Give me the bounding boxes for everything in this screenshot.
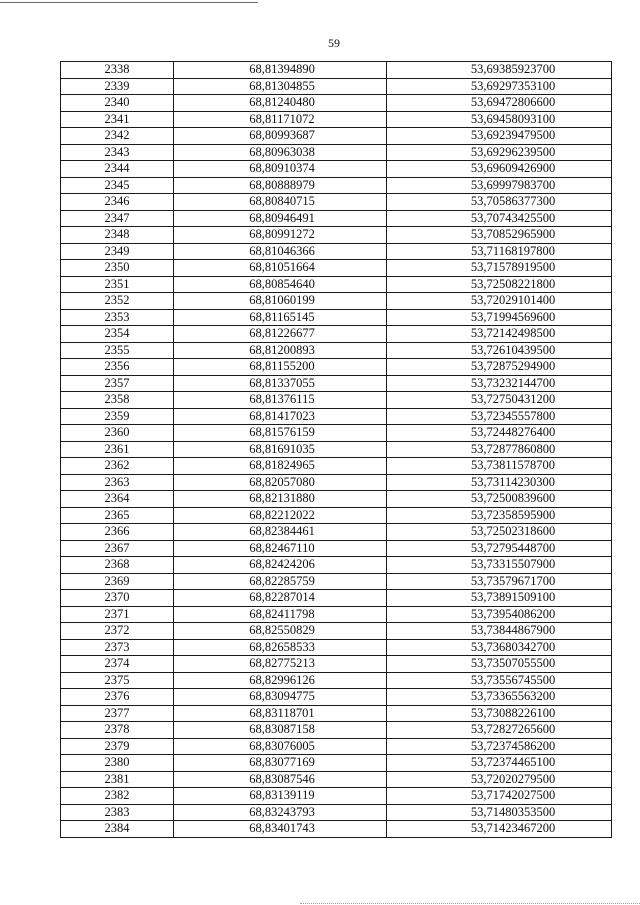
- longitude-cell: 68,81051664: [174, 260, 387, 277]
- point-number-cell: 2379: [61, 738, 174, 755]
- point-number-cell: 2346: [61, 194, 174, 211]
- point-number-cell: 2364: [61, 491, 174, 508]
- longitude-cell: 68,81240480: [174, 95, 387, 112]
- table-row: [61, 639, 612, 656]
- table-row: [61, 144, 612, 161]
- longitude-cell: 68,81824965: [174, 458, 387, 475]
- longitude-cell: 68,82212022: [174, 507, 387, 524]
- longitude-cell: 68,80946491: [174, 210, 387, 227]
- longitude-cell: 68,82285759: [174, 573, 387, 590]
- table-row: [61, 491, 612, 508]
- longitude-cell: 68,82287014: [174, 590, 387, 607]
- latitude-cell: 53,72374586200: [387, 738, 612, 755]
- longitude-cell: 68,83139119: [174, 788, 387, 805]
- table-row: [61, 656, 612, 673]
- latitude-cell: 53,72827265600: [387, 722, 612, 739]
- point-number-cell: 2372: [61, 623, 174, 640]
- longitude-cell: 68,83243793: [174, 804, 387, 821]
- point-number-cell: 2371: [61, 606, 174, 623]
- table-row: [61, 194, 612, 211]
- latitude-cell: 53,69296239500: [387, 144, 612, 161]
- table-row: [61, 672, 612, 689]
- table-row: [61, 111, 612, 128]
- point-number-cell: 2367: [61, 540, 174, 557]
- latitude-cell: 53,72795448700: [387, 540, 612, 557]
- table-row: [61, 293, 612, 310]
- latitude-cell: 53,73114230300: [387, 474, 612, 491]
- point-number-cell: 2374: [61, 656, 174, 673]
- latitude-cell: 53,70852965900: [387, 227, 612, 244]
- point-number-cell: 2338: [61, 62, 174, 79]
- table-row: [61, 95, 612, 112]
- latitude-cell: 53,73315507900: [387, 557, 612, 574]
- table-row: [61, 177, 612, 194]
- longitude-cell: 68,83401743: [174, 821, 387, 838]
- table-row: [61, 408, 612, 425]
- table-row: [61, 227, 612, 244]
- table-row: [61, 359, 612, 376]
- latitude-cell: 53,69609426900: [387, 161, 612, 178]
- latitude-cell: 53,71578919500: [387, 260, 612, 277]
- point-number-cell: 2377: [61, 705, 174, 722]
- table-row: [61, 474, 612, 491]
- table-row: [61, 128, 612, 145]
- table-row: [61, 755, 612, 772]
- latitude-cell: 53,73232144700: [387, 375, 612, 392]
- latitude-cell: 53,72502318600: [387, 524, 612, 541]
- latitude-cell: 53,72508221800: [387, 276, 612, 293]
- latitude-cell: 53,72500839600: [387, 491, 612, 508]
- longitude-cell: 68,83094775: [174, 689, 387, 706]
- latitude-cell: 53,69297353100: [387, 78, 612, 95]
- table-row: [61, 590, 612, 607]
- longitude-cell: 68,81171072: [174, 111, 387, 128]
- latitude-cell: 53,69997983700: [387, 177, 612, 194]
- table-row: [61, 557, 612, 574]
- longitude-cell: 68,81226677: [174, 326, 387, 343]
- longitude-cell: 68,82467110: [174, 540, 387, 557]
- point-number-cell: 2347: [61, 210, 174, 227]
- latitude-cell: 53,69472806600: [387, 95, 612, 112]
- point-number-cell: 2341: [61, 111, 174, 128]
- point-number-cell: 2373: [61, 639, 174, 656]
- page-number: 59: [328, 36, 340, 50]
- latitude-cell: 53,70586377300: [387, 194, 612, 211]
- point-number-cell: 2353: [61, 309, 174, 326]
- longitude-cell: 68,82550829: [174, 623, 387, 640]
- longitude-cell: 68,82411798: [174, 606, 387, 623]
- top-rule: [0, 2, 258, 3]
- point-number-cell: 2365: [61, 507, 174, 524]
- point-number-cell: 2362: [61, 458, 174, 475]
- longitude-cell: 68,82057080: [174, 474, 387, 491]
- table-row: [61, 705, 612, 722]
- longitude-cell: 68,80854640: [174, 276, 387, 293]
- table-row: [61, 342, 612, 359]
- latitude-cell: 53,73954086200: [387, 606, 612, 623]
- point-number-cell: 2376: [61, 689, 174, 706]
- table-row: [61, 606, 612, 623]
- point-number-cell: 2339: [61, 78, 174, 95]
- point-number-cell: 2375: [61, 672, 174, 689]
- point-number-cell: 2344: [61, 161, 174, 178]
- latitude-cell: 53,72374465100: [387, 755, 612, 772]
- table-row: [61, 524, 612, 541]
- table-row: [61, 689, 612, 706]
- coordinates-table-body: [61, 62, 612, 838]
- point-number-cell: 2345: [61, 177, 174, 194]
- latitude-cell: 53,72610439500: [387, 342, 612, 359]
- point-number-cell: 2380: [61, 755, 174, 772]
- latitude-cell: 53,69239479500: [387, 128, 612, 145]
- latitude-cell: 53,71994569600: [387, 309, 612, 326]
- longitude-cell: 68,81046366: [174, 243, 387, 260]
- longitude-cell: 68,80910374: [174, 161, 387, 178]
- longitude-cell: 68,81337055: [174, 375, 387, 392]
- point-number-cell: 2352: [61, 293, 174, 310]
- latitude-cell: 53,72448276400: [387, 425, 612, 442]
- latitude-cell: 53,72345557800: [387, 408, 612, 425]
- table-row: [61, 78, 612, 95]
- point-number-cell: 2356: [61, 359, 174, 376]
- longitude-cell: 68,82775213: [174, 656, 387, 673]
- table-row: [61, 62, 612, 79]
- point-number-cell: 2382: [61, 788, 174, 805]
- table-row: [61, 425, 612, 442]
- longitude-cell: 68,81060199: [174, 293, 387, 310]
- point-number-cell: 2343: [61, 144, 174, 161]
- table-row: [61, 771, 612, 788]
- point-number-cell: 2359: [61, 408, 174, 425]
- table-row: [61, 260, 612, 277]
- table-row: [61, 507, 612, 524]
- table-row: [61, 623, 612, 640]
- point-number-cell: 2348: [61, 227, 174, 244]
- point-number-cell: 2366: [61, 524, 174, 541]
- longitude-cell: 68,81417023: [174, 408, 387, 425]
- latitude-cell: 53,72875294900: [387, 359, 612, 376]
- point-number-cell: 2354: [61, 326, 174, 343]
- longitude-cell: 68,81155200: [174, 359, 387, 376]
- table-row: [61, 243, 612, 260]
- latitude-cell: 53,69458093100: [387, 111, 612, 128]
- longitude-cell: 68,81394890: [174, 62, 387, 79]
- longitude-cell: 68,82996126: [174, 672, 387, 689]
- longitude-cell: 68,80963038: [174, 144, 387, 161]
- table-row: [61, 458, 612, 475]
- table-row: [61, 441, 612, 458]
- longitude-cell: 68,81691035: [174, 441, 387, 458]
- point-number-cell: 2357: [61, 375, 174, 392]
- latitude-cell: 53,72020279500: [387, 771, 612, 788]
- latitude-cell: 53,72142498500: [387, 326, 612, 343]
- latitude-cell: 53,71423467200: [387, 821, 612, 838]
- table-row: [61, 722, 612, 739]
- table-row: [61, 738, 612, 755]
- latitude-cell: 53,73365563200: [387, 689, 612, 706]
- point-number-cell: 2370: [61, 590, 174, 607]
- longitude-cell: 68,81165145: [174, 309, 387, 326]
- point-number-cell: 2361: [61, 441, 174, 458]
- point-number-cell: 2349: [61, 243, 174, 260]
- latitude-cell: 53,70743425500: [387, 210, 612, 227]
- point-number-cell: 2363: [61, 474, 174, 491]
- latitude-cell: 53,71168197800: [387, 243, 612, 260]
- longitude-cell: 68,83087546: [174, 771, 387, 788]
- table-row: [61, 375, 612, 392]
- point-number-cell: 2358: [61, 392, 174, 409]
- latitude-cell: 53,73556745500: [387, 672, 612, 689]
- latitude-cell: 53,72877860800: [387, 441, 612, 458]
- longitude-cell: 68,82424206: [174, 557, 387, 574]
- table-row: [61, 326, 612, 343]
- longitude-cell: 68,81576159: [174, 425, 387, 442]
- table-row: [61, 276, 612, 293]
- longitude-cell: 68,81376115: [174, 392, 387, 409]
- latitude-cell: 53,73507055500: [387, 656, 612, 673]
- table-row: [61, 821, 612, 838]
- point-number-cell: 2381: [61, 771, 174, 788]
- point-number-cell: 2355: [61, 342, 174, 359]
- latitude-cell: 53,71742027500: [387, 788, 612, 805]
- longitude-cell: 68,80991272: [174, 227, 387, 244]
- longitude-cell: 68,81200893: [174, 342, 387, 359]
- table-row: [61, 573, 612, 590]
- table-row: [61, 210, 612, 227]
- latitude-cell: 53,73891509100: [387, 590, 612, 607]
- latitude-cell: 53,73579671700: [387, 573, 612, 590]
- latitude-cell: 53,72358595900: [387, 507, 612, 524]
- point-number-cell: 2351: [61, 276, 174, 293]
- latitude-cell: 53,72750431200: [387, 392, 612, 409]
- latitude-cell: 53,73680342700: [387, 639, 612, 656]
- latitude-cell: 53,73844867900: [387, 623, 612, 640]
- longitude-cell: 68,83076005: [174, 738, 387, 755]
- longitude-cell: 68,83087158: [174, 722, 387, 739]
- coordinates-table: [60, 61, 612, 838]
- latitude-cell: 53,71480353500: [387, 804, 612, 821]
- point-number-cell: 2384: [61, 821, 174, 838]
- longitude-cell: 68,81304855: [174, 78, 387, 95]
- table-row: [61, 309, 612, 326]
- longitude-cell: 68,83077169: [174, 755, 387, 772]
- table-row: [61, 788, 612, 805]
- table-row: [61, 392, 612, 409]
- latitude-cell: 53,73088226100: [387, 705, 612, 722]
- point-number-cell: 2383: [61, 804, 174, 821]
- point-number-cell: 2350: [61, 260, 174, 277]
- latitude-cell: 53,72029101400: [387, 293, 612, 310]
- point-number-cell: 2360: [61, 425, 174, 442]
- point-number-cell: 2378: [61, 722, 174, 739]
- longitude-cell: 68,82131880: [174, 491, 387, 508]
- longitude-cell: 68,82658533: [174, 639, 387, 656]
- table-row: [61, 161, 612, 178]
- table-row: [61, 804, 612, 821]
- point-number-cell: 2368: [61, 557, 174, 574]
- point-number-cell: 2369: [61, 573, 174, 590]
- table-row: [61, 540, 612, 557]
- longitude-cell: 68,80840715: [174, 194, 387, 211]
- longitude-cell: 68,80888979: [174, 177, 387, 194]
- longitude-cell: 68,83118701: [174, 705, 387, 722]
- point-number-cell: 2340: [61, 95, 174, 112]
- bottom-rule: [300, 903, 640, 904]
- longitude-cell: 68,80993687: [174, 128, 387, 145]
- latitude-cell: 53,69385923700: [387, 62, 612, 79]
- point-number-cell: 2342: [61, 128, 174, 145]
- longitude-cell: 68,82384461: [174, 524, 387, 541]
- latitude-cell: 53,73811578700: [387, 458, 612, 475]
